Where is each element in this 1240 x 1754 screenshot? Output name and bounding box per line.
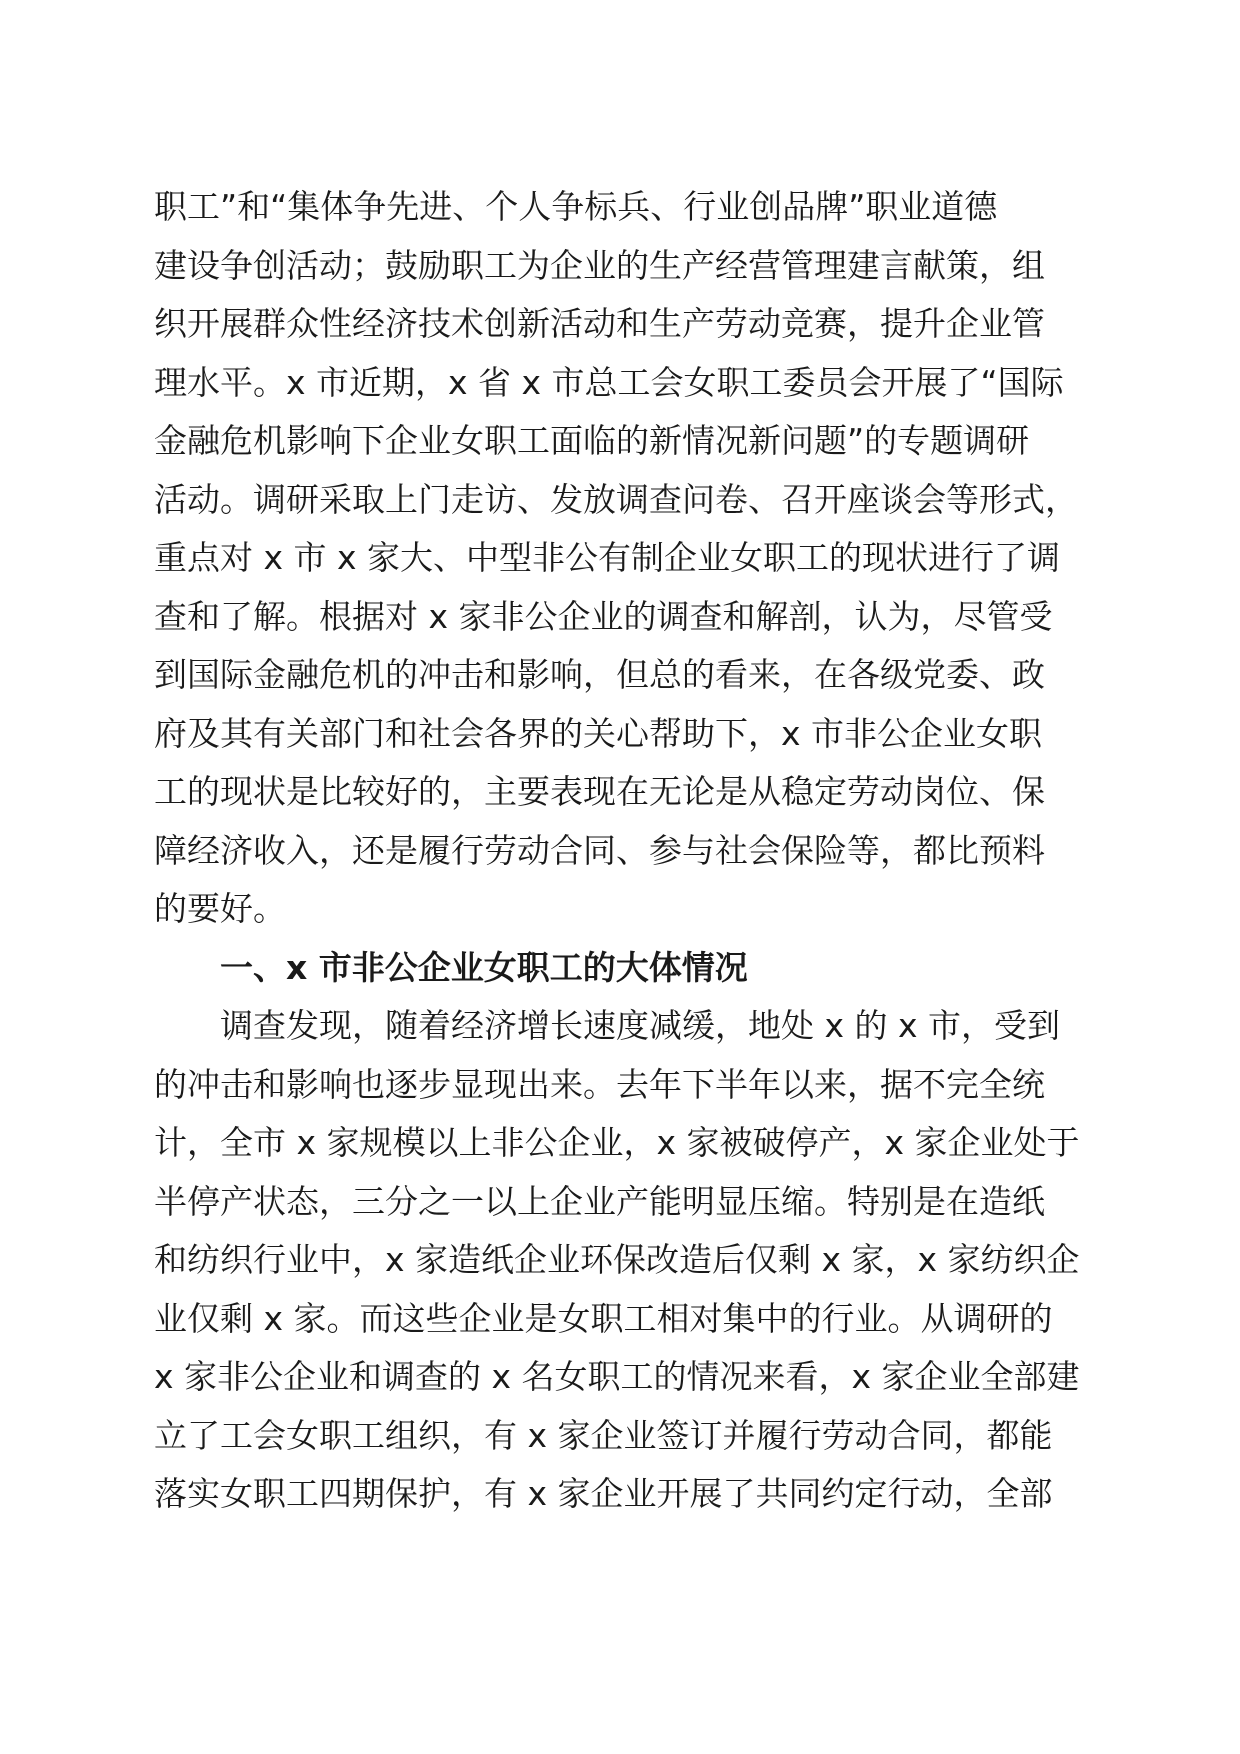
text-line: 建设争创活动；鼓励职工为企业的生产经营管理建言献策，组: [154, 245, 1045, 285]
text-line: 计，全市 x 家规模以上非公企业，x 家被破停产，x 家企业处于: [154, 1123, 1080, 1162]
text-line: 重点对 x 市 x 家大、中型非公有制企业女职工的现状进行了调: [154, 538, 1061, 577]
section-heading: 一、x 市非公企业女职工的大体情况: [220, 947, 748, 987]
text-line: 查和了解。根据对 x 家非公企业的调查和解剖，认为，尽管受: [154, 596, 1053, 636]
text-line: 和纺织行业中，x 家造纸企业环保改造后仅剩 x 家，x 家纺织企: [154, 1240, 1080, 1279]
text-line: 织开展群众性经济技术创新活动和生产劳动竞赛，提升企业管: [154, 304, 1045, 343]
text-line: 半停产状态，三分之一以上企业产能明显压缩。特别是在造纸: [154, 1181, 1045, 1221]
text-line: 府及其有关部门和社会各界的关心帮助下，x 市非公企业女职: [154, 713, 1043, 753]
text-line: 职工”和“集体争先进、个人争标兵、行业创品牌”职业道德: [154, 187, 998, 226]
document-body: [154, 178, 1084, 1524]
text-line: 业仅剩 x 家。而这些企业是女职工相对集中的行业。从调研的: [154, 1298, 1053, 1338]
text-line: 理水平。x 市近期，x 省 x 市总工会女职工委员会开展了“国际: [154, 362, 1064, 402]
paragraph-continuation: [154, 178, 1084, 939]
text-line: 活动。调研采取上门走访、发放调查问卷、召开座谈会等形式，: [154, 479, 1078, 519]
text-line: 落实女职工四期保护，有 x 家企业开展了共同约定行动，全部: [154, 1474, 1053, 1513]
text-line: 金融危机影响下企业女职工面临的新情况新问题”的专题调研: [154, 421, 1030, 460]
text-line: 障经济收入，还是履行劳动合同、参与社会保险等，都比预料: [154, 830, 1045, 870]
paragraph-survey-findings: [154, 997, 1084, 1524]
text-line: x 家非公企业和调查的 x 名女职工的情况来看，x 家企业全部建: [154, 1357, 1080, 1396]
text-line: 立了工会女职工组织，有 x 家企业签订并履行劳动合同，都能: [154, 1415, 1053, 1455]
text-line: 到国际金融危机的冲击和影响，但总的看来，在各级党委、政: [154, 655, 1045, 694]
text-line: 的要好。: [154, 889, 286, 928]
text-line: 调查发现，随着经济增长速度减缓，地处 x 的 x 市，受到: [220, 1006, 1061, 1045]
text-line: 工的现状是比较好的，主要表现在无论是从稳定劳动岗位、保: [154, 772, 1045, 811]
text-line: 的冲击和影响也逐步显现出来。去年下半年以来，据不完全统: [154, 1064, 1045, 1104]
